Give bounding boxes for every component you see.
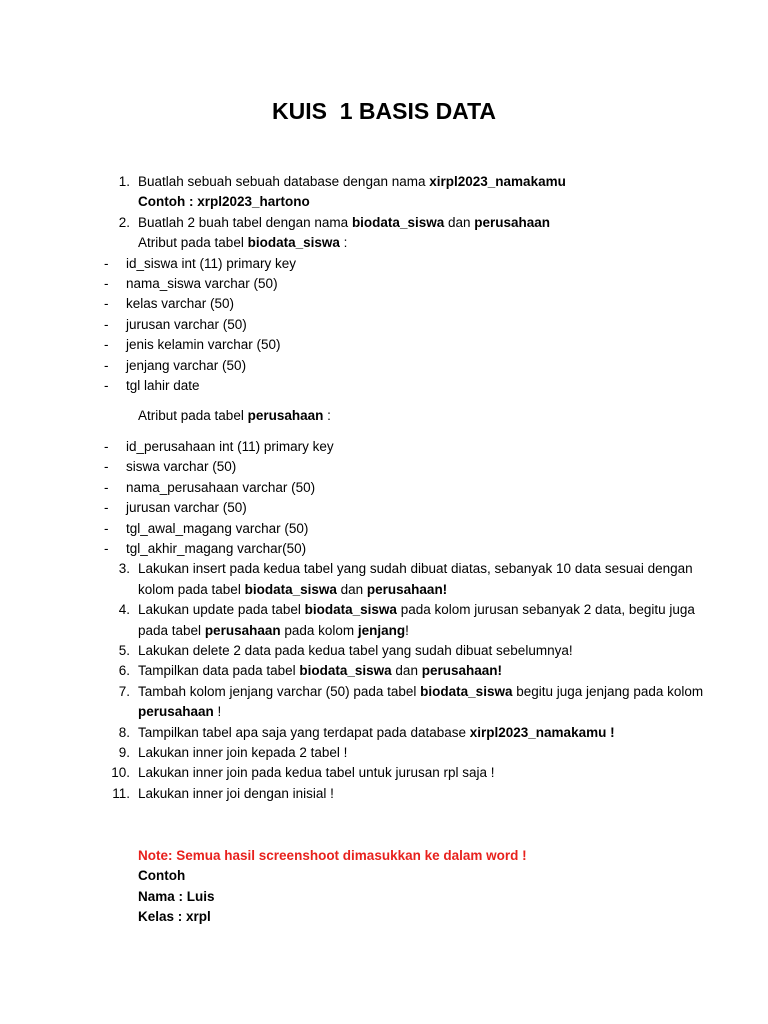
attribute-item: - jenis kelamin varchar (50) — [104, 337, 281, 353]
note-warning: Note: Semua hasil screenshoot dimasukkan ke dalam word ! — [138, 848, 527, 863]
page-title: KUIS 1 BASIS DATA — [271, 98, 497, 124]
list-item-11: 11. Lakukan inner joi dengan inisial ! — [104, 784, 704, 804]
name-line: Nama : Luis — [138, 888, 215, 904]
item-number: 9. — [118, 744, 130, 760]
quiz-list — [104, 172, 704, 804]
item-number: 4. — [118, 602, 130, 618]
attribute-item: - tgl_akhir_magang varchar(50) — [104, 540, 307, 556]
item-number: 8. — [118, 724, 130, 740]
item-number: 11. — [112, 785, 130, 801]
attribute-item: - id_perusahaan int (11) primary key — [104, 438, 334, 454]
attribute-item: - nama_perusahaan varchar (50) — [104, 479, 316, 495]
attribute-list-biodata-siswa — [104, 254, 704, 397]
attribute-item: - jurusan varchar (50) — [104, 500, 247, 516]
item-number: 1. — [118, 174, 130, 189]
attribute-item: - nama_siswa varchar (50) — [104, 276, 278, 292]
list-item-10: 10. Lakukan inner join pada kedua tabel untuk jurusan rpl saja ! — [104, 763, 704, 783]
item-number: 10. — [111, 765, 130, 781]
attribute-item: - tgl lahir date — [104, 378, 200, 394]
list-item-5: 5. Lakukan delete 2 data pada kedua tabel yang sudah dibuat sebelumnya! — [104, 641, 704, 661]
list-item-9: 9. Lakukan inner join kepada 2 tabel ! — [104, 743, 704, 763]
list-item-4: 4. Lakukan update pada tabel biodata_siswa pada kolom jurusan sebanyak 2 data, begitu juga pada tabel perusahaan pada kolom jenjang! — [104, 600, 704, 641]
item-number: 7. — [118, 683, 130, 699]
item-number: 6. — [118, 663, 130, 679]
list-item-2: 2. Buatlah 2 buah tabel dengan nama biodata_siswa dan perusahaan Atribut pada tabel biodata_siswa : - id_siswa int (11) primary key - nama_siswa varchar (50) - kelas varchar (50) - jurusan varchar (50) - jenis kelamin varchar (50) - jenjang varchar (50) - tgl lahir date Atribut pada tabel perusahaan : - id_perusahaan int (11) primary key - siswa varchar (50) - nama_perusahaan varchar (50) - jurusan varchar (50) - tgl_awal_magang varchar (50) - tgl_akhir_magang varchar(50) — [104, 213, 704, 560]
item-number: 5. — [118, 642, 130, 658]
attribute-item: - tgl_awal_magang varchar (50) — [104, 520, 309, 536]
attribute-list-perusahaan — [104, 437, 704, 559]
class-line: Kelas : xrpl — [138, 909, 211, 925]
list-item-6: 6. Tampilkan data pada tabel biodata_siswa dan perusahaan! — [104, 661, 704, 681]
item-number: 2. — [118, 214, 130, 230]
list-item-7: 7. Tambah kolom jenjang varchar (50) pada tabel biodata_siswa begitu juga jenjang pada kolom perusahaan ! — [104, 682, 704, 723]
attribute-item: - kelas varchar (50) — [104, 296, 235, 312]
attribute-item: - jenjang varchar (50) — [104, 357, 247, 373]
attribute-item: - siswa varchar (50) — [104, 459, 237, 475]
note-block — [138, 846, 698, 928]
attribute-item: - id_siswa int (11) primary key — [104, 255, 297, 271]
example-label: Contoh — [138, 868, 186, 884]
list-item-1: 1. Buatlah sebuah sebuah database dengan nama xirpl2023_namakamu Contoh : xrpl2023_hartono — [104, 172, 704, 213]
list-item-8: 8. Tampilkan tabel apa saja yang terdapat pada database xirpl2023_namakamu ! — [104, 723, 704, 743]
item-number: 3. — [118, 561, 130, 577]
example-db-name: Contoh : xrpl2023_hartono — [138, 194, 310, 210]
attribute-item: - jurusan varchar (50) — [104, 316, 247, 332]
list-item-3: 3. Lakukan insert pada kedua tabel yang sudah dibuat diatas, sebanyak 10 data sesuai dengan kolom pada tabel biodata_siswa dan perusahaan! — [104, 559, 704, 600]
